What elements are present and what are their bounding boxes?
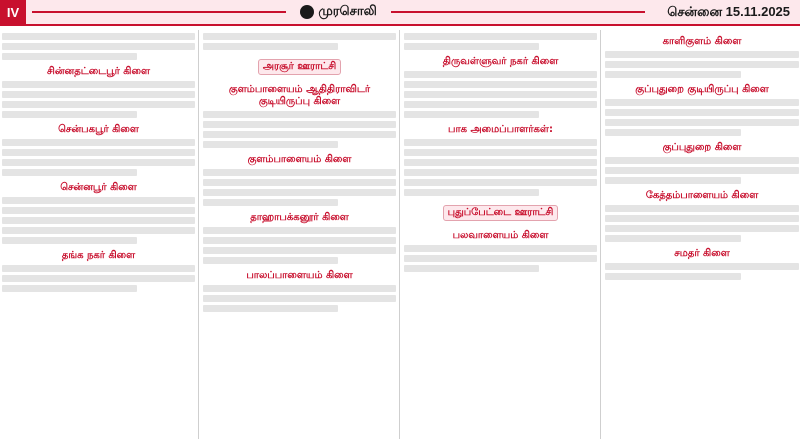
section-heading: சின்னதட்டைபூர் கிளை [47, 66, 150, 77]
article-columns [0, 26, 800, 439]
column-2 [203, 30, 400, 439]
section-heading: குப்புதுறை குடியிருப்பு கிளை [635, 84, 769, 95]
edition-date: சென்னை 15.11.2025 [667, 3, 791, 19]
section-heading: கேத்தம்பாளையம் கிளை [645, 190, 759, 201]
masthead [0, 0, 800, 26]
masthead-rule-right [391, 11, 645, 13]
section-heading: குப்புதுறை கிளை [662, 142, 742, 153]
sun-icon [300, 5, 314, 19]
column-3 [404, 30, 601, 439]
section-heading: பாக அமைப்பாளர்கள்: [448, 124, 553, 135]
column-4 [605, 30, 800, 439]
page-number: IV [0, 0, 26, 24]
section-heading: திருவள்ளுவர் நகர் கிளை [442, 56, 559, 67]
section-heading: தாஹாபக்கனூர் கிளை [250, 212, 349, 223]
section-heading: காளிகுளம் கிளை [662, 36, 742, 47]
section-heading: சென்பகபூர் கிளை [58, 124, 139, 135]
section-heading: பலவாளையம் கிளை [452, 230, 549, 241]
paper-name: முரசொலி [318, 4, 377, 19]
section-heading: குளம்பாளையம் கிளை [247, 154, 352, 165]
masthead-rule [32, 11, 286, 13]
section-heading: குளம்பாளையம் ஆதிதிராவிடர் குடியிருப்பு கிளை [228, 84, 371, 107]
section-heading: பாலப்பாளையம் கிளை [246, 270, 353, 281]
section-heading: சென்னபூர் கிளை [60, 182, 137, 193]
paper-logo [292, 4, 385, 20]
column-1 [2, 30, 199, 439]
section-heading-boxed: அரசூர் ஊராட்சி [258, 59, 341, 75]
section-heading: சமதர் கிளை [674, 248, 730, 259]
section-heading: தங்க நகர் கிளை [61, 250, 136, 261]
section-heading-boxed: புதுப்பேட்டை ஊராட்சி [443, 205, 559, 221]
